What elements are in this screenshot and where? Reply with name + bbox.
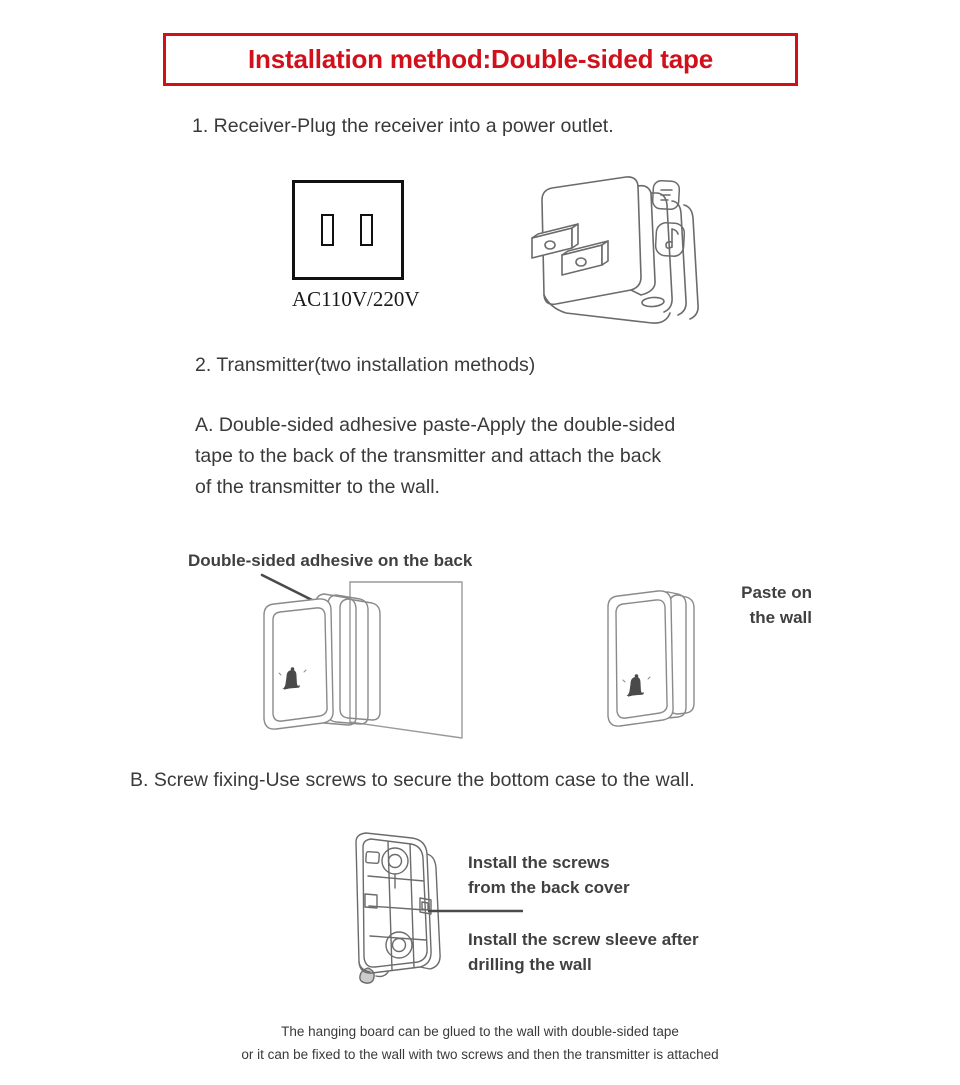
power-outlet-illustration [292, 180, 404, 280]
volume-lines-icon [661, 190, 672, 200]
install-screw-sleeve-label [468, 927, 699, 977]
outlet-faceplate [292, 180, 404, 280]
step-1-text: 1. Receiver-Plug the receiver into a power outlet. [192, 115, 614, 137]
outlet-slot-right [360, 214, 373, 246]
install-screws-line-2: from the back cover [468, 878, 630, 897]
method-a-line-1: A. Double-sided adhesive paste-Apply the double-sided [195, 414, 676, 436]
footer-note [0, 1020, 960, 1066]
method-a-line-3: of the transmitter to the wall. [195, 476, 440, 498]
outlet-voltage-label: AC110V/220V [292, 287, 420, 311]
paste-on-wall-line-2: the wall [749, 608, 812, 627]
paste-on-wall-line-1: Paste on [741, 583, 812, 602]
transmitter-on-wall-illustration [240, 570, 505, 750]
install-sleeve-line-1: Install the screw sleeve after [468, 930, 699, 949]
adhesive-back-label: Double-sided adhesive on the back [188, 551, 473, 570]
outlet-slot-left [321, 214, 334, 246]
footer-line-2: or it can be fixed to the wall with two screws and then the transmitter is attached [241, 1047, 719, 1062]
paste-on-wall-label [712, 580, 812, 630]
title-banner [163, 33, 798, 86]
install-sleeve-line-2: drilling the wall [468, 955, 592, 974]
footer-line-1: The hanging board can be glued to the wall with double-sided tape [281, 1024, 679, 1039]
receiver-illustration [520, 165, 740, 330]
method-b-text: B. Screw fixing-Use screws to secure the bottom case to the wall. [130, 769, 695, 791]
page-title: Installation method:Double-sided tape [248, 44, 713, 74]
install-screws-line-1: Install the screws [468, 853, 610, 872]
method-a-line-2: tape to the back of the transmitter and attach the back [195, 445, 662, 467]
transmitter-pasted-illustration [600, 585, 720, 745]
method-a-paragraph [195, 410, 815, 503]
step-2-text: 2. Transmitter(two installation methods) [195, 354, 536, 376]
back-cover-leader-line [428, 905, 523, 917]
install-screws-back-cover-label [468, 850, 630, 900]
